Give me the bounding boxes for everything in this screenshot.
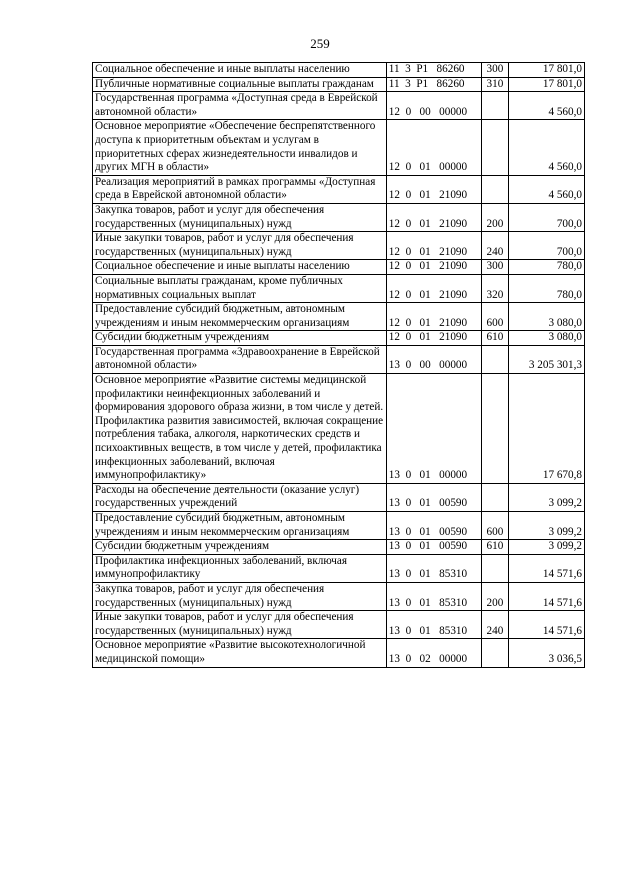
row-amount: 780,0 (508, 260, 584, 275)
row-code: 12 0 00 00000 (386, 92, 482, 120)
row-name: Публичные нормативные социальные выплаты гражданам (93, 77, 387, 92)
row-code: 13 0 01 85310 (386, 554, 482, 582)
row-expense-type: 320 (482, 274, 508, 302)
row-amount: 17 801,0 (508, 63, 584, 78)
row-name: Предоставление субсидий бюджетным, автономным учреждениям и иным некоммерческим организациям (93, 512, 387, 540)
row-name: Расходы на обеспечение деятельности (оказание услуг) государственных учреждений (93, 483, 387, 511)
row-amount: 14 571,6 (508, 611, 584, 639)
table-row (93, 540, 585, 555)
row-code: 12 0 01 21090 (386, 274, 482, 302)
row-expense-type: 240 (482, 232, 508, 260)
row-amount: 4 560,0 (508, 92, 584, 120)
table-row (93, 303, 585, 331)
row-code: 13 0 01 00590 (386, 540, 482, 555)
row-code: 12 0 01 00000 (386, 120, 482, 175)
row-amount: 4 560,0 (508, 175, 584, 203)
row-code: 13 0 01 85310 (386, 611, 482, 639)
row-amount: 3 205 301,3 (508, 345, 584, 373)
row-expense-type (482, 374, 508, 484)
row-expense-type (482, 639, 508, 667)
row-code: 12 0 01 21090 (386, 303, 482, 331)
row-name: Закупка товаров, работ и услуг для обеспечения государственных (муниципальных) нужд (93, 203, 387, 231)
row-amount: 4 560,0 (508, 120, 584, 175)
row-name: Социальное обеспечение и иные выплаты населению (93, 63, 387, 78)
row-code: 13 0 01 00590 (386, 483, 482, 511)
row-code: 13 0 01 00590 (386, 512, 482, 540)
row-amount: 3 080,0 (508, 331, 584, 346)
row-expense-type (482, 175, 508, 203)
row-name: Иные закупки товаров, работ и услуг для обеспечения государственных (муниципальных) нужд (93, 232, 387, 260)
row-expense-type (482, 483, 508, 511)
row-expense-type: 300 (482, 260, 508, 275)
table-row (93, 345, 585, 373)
row-amount: 14 571,6 (508, 554, 584, 582)
table-row (93, 92, 585, 120)
table-row (93, 331, 585, 346)
row-name: Субсидии бюджетным учреждениям (93, 540, 387, 555)
row-expense-type: 600 (482, 512, 508, 540)
table-row (93, 175, 585, 203)
table-row (93, 374, 585, 484)
table-row (93, 77, 585, 92)
row-name: Закупка товаров, работ и услуг для обеспечения государственных (муниципальных) нужд (93, 582, 387, 610)
row-amount: 3 099,2 (508, 540, 584, 555)
table-row (93, 274, 585, 302)
row-code: 13 0 02 00000 (386, 639, 482, 667)
row-name: Основное мероприятие «Развитие высокотехнологичной медицинской помощи» (93, 639, 387, 667)
row-code: 12 0 01 21090 (386, 175, 482, 203)
row-expense-type: 600 (482, 303, 508, 331)
table-row (93, 120, 585, 175)
row-expense-type: 610 (482, 540, 508, 555)
row-amount: 3 080,0 (508, 303, 584, 331)
row-name: Профилактика инфекционных заболеваний, включая иммунопрофилактику (93, 554, 387, 582)
row-amount: 3 099,2 (508, 512, 584, 540)
page-number: 259 (310, 36, 330, 51)
row-amount: 700,0 (508, 232, 584, 260)
table-row (93, 611, 585, 639)
table-row (93, 639, 585, 667)
table-row (93, 483, 585, 511)
row-expense-type (482, 554, 508, 582)
row-expense-type: 240 (482, 611, 508, 639)
row-expense-type: 300 (482, 63, 508, 78)
row-code: 12 0 01 21090 (386, 260, 482, 275)
row-code: 13 0 01 00000 (386, 374, 482, 484)
row-name: Основное мероприятие «Развитие системы медицинской профилактики неинфекционных заболеваний и формирования здорового образа жизни, в том числе у детей. Профилактика развития зависимостей, включая сокращение потребления табака, алкоголя, наркотических средств и психоактивных веществ, в том числе у детей, профилактика инфекционных заболеваний, включая иммунопрофилактику» (93, 374, 387, 484)
table-row (93, 260, 585, 275)
row-code: 11 3 P1 86260 (386, 77, 482, 92)
table-row (93, 582, 585, 610)
row-code: 12 0 01 21090 (386, 232, 482, 260)
row-expense-type: 200 (482, 203, 508, 231)
row-amount: 780,0 (508, 274, 584, 302)
row-name: Государственная программа «Здравоохранение в Еврейской автономной области» (93, 345, 387, 373)
row-name: Реализация мероприятий в рамках программы «Доступная среда в Еврейской автономной области» (93, 175, 387, 203)
row-code: 12 0 01 21090 (386, 331, 482, 346)
table-row (93, 232, 585, 260)
table-row (93, 203, 585, 231)
row-amount: 17 801,0 (508, 77, 584, 92)
row-name: Социальное обеспечение и иные выплаты населению (93, 260, 387, 275)
row-name: Социальные выплаты гражданам, кроме публичных нормативных социальных выплат (93, 274, 387, 302)
row-name: Предоставление субсидий бюджетным, автономным учреждениям и иным некоммерческим организациям (93, 303, 387, 331)
budget-table (92, 62, 585, 668)
row-amount: 700,0 (508, 203, 584, 231)
row-name: Иные закупки товаров, работ и услуг для обеспечения государственных (муниципальных) нужд (93, 611, 387, 639)
row-expense-type: 610 (482, 331, 508, 346)
row-code: 13 0 00 00000 (386, 345, 482, 373)
table-row (93, 63, 585, 78)
row-expense-type (482, 92, 508, 120)
row-expense-type (482, 345, 508, 373)
row-amount: 3 099,2 (508, 483, 584, 511)
table-row (93, 512, 585, 540)
row-expense-type: 200 (482, 582, 508, 610)
table-row (93, 554, 585, 582)
row-expense-type (482, 120, 508, 175)
row-code: 11 3 P1 86260 (386, 63, 482, 78)
row-amount: 14 571,6 (508, 582, 584, 610)
row-name: Основное мероприятие «Обеспечение беспрепятственного доступа к приоритетным объектам и услугам в приоритетных сферах жизнедеятельности инвалидов и других МГН в области» (93, 120, 387, 175)
row-name: Государственная программа «Доступная среда в Еврейской автономной области» (93, 92, 387, 120)
row-amount: 3 036,5 (508, 639, 584, 667)
row-amount: 17 670,8 (508, 374, 584, 484)
row-code: 13 0 01 85310 (386, 582, 482, 610)
row-expense-type: 310 (482, 77, 508, 92)
row-code: 12 0 01 21090 (386, 203, 482, 231)
row-name: Субсидии бюджетным учреждениям (93, 331, 387, 346)
